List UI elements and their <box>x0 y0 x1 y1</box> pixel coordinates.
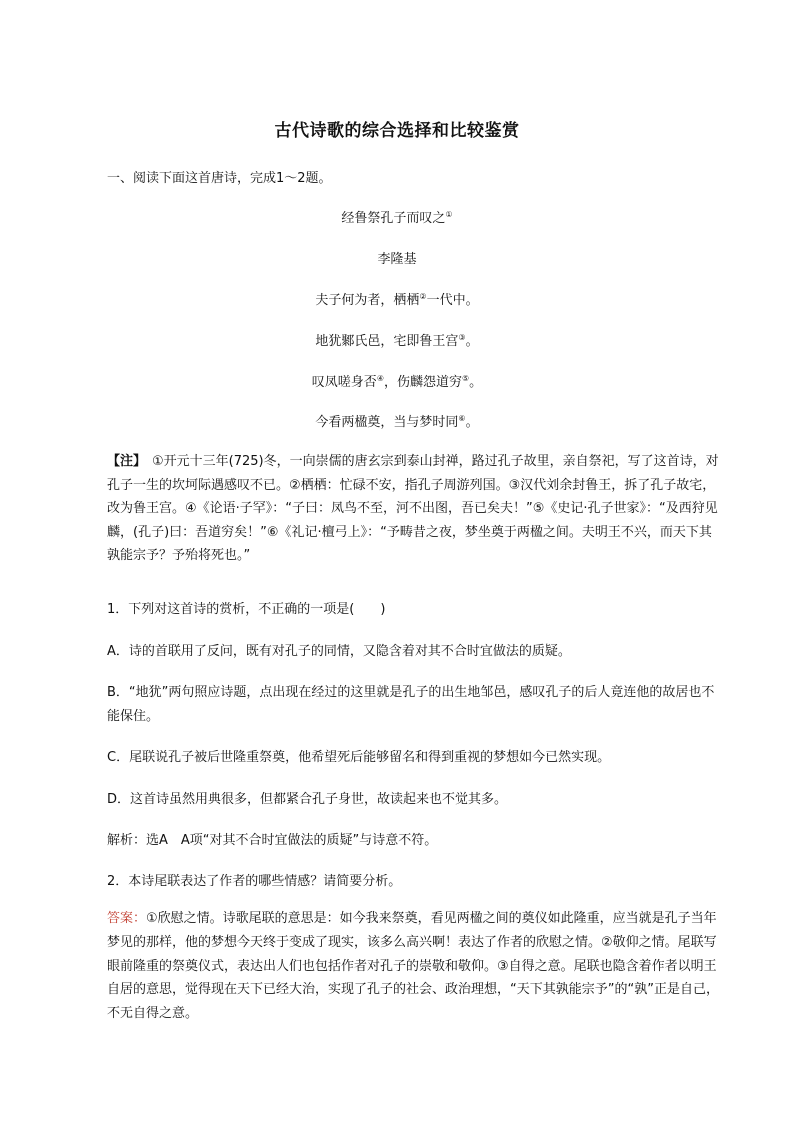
page-title: 古代诗歌的综合选择和比较鉴赏 <box>274 121 520 141</box>
poem-text: 地犹鄹氏邑，宅即鲁王宫 <box>315 334 459 349</box>
poem-line-2 <box>0 330 794 349</box>
question-1-stem: 1．下列对这首诗的赏析，不正确的一项是( ) <box>107 602 386 617</box>
poem-title-text: 经鲁祭孔子而叹之 <box>341 211 446 226</box>
question-2-stem: 2．本诗尾联表达了作者的哪些情感？请简要分析。 <box>107 874 402 889</box>
poem-line-4 <box>0 411 794 430</box>
poem-text: 一代中。 <box>426 293 479 308</box>
poem-title <box>0 207 794 226</box>
section-heading: 一、阅读下面这首唐诗，完成1～2题。 <box>107 171 332 186</box>
notes-label: 【注】 <box>107 454 147 469</box>
footnote-mark: ② <box>419 292 427 301</box>
notes-text: ①开元十三年(725)冬，一向崇儒的唐玄宗到泰山封禅，路过孔子故里，亲自祭祀，写了这首诗，对孔子一生的坎坷际遇感叹不已。②栖栖：忙碌不安，指孔子周游列国。③汉代刘余封鲁王，拆了孔子故宅，改为鲁王宫。④《论语·子罕》：“子曰：凤鸟不至，河不出图，吾已矣夫！”⑤《史记·孔子世家》：“及西狩见麟，(孔子)曰：吾道穷矣！”⑥《礼记·檀弓上》：“予畴昔之夜，梦坐奠于两楹之间。夫明王不兴，而天下其孰能宗予？予殆将死也。” <box>107 454 719 563</box>
question-1-option-b: B．“地犹”两句照应诗题，点出现在经过的这里就是孔子的出生地邹邑，感叹孔子的后人竟连他的故居也不能保住。 <box>107 685 715 724</box>
footnote-mark: ⑤ <box>462 374 470 383</box>
poem-notes <box>107 450 722 568</box>
poem-line-1 <box>0 289 794 308</box>
poem-line-3 <box>0 371 794 390</box>
poem-text: 。 <box>465 415 479 430</box>
footnote-mark: ④ <box>376 374 384 383</box>
answer-label: 答案： <box>107 911 147 926</box>
question-2-answer <box>107 907 722 1026</box>
poem-text: 。 <box>469 375 483 390</box>
footnote-mark: ① <box>445 210 453 219</box>
question-1-option-c: C．尾联说孔子被后世隆重祭奠，他希望死后能够留名和得到重视的梦想如今已然实现。 <box>107 750 611 765</box>
poem-text: ，伤麟怨道穷 <box>383 375 462 390</box>
question-1-analysis: 解析：选A A项“对其不合时宜做法的质疑”与诗意不符。 <box>107 833 438 848</box>
poem-text: 今看两楹奠，当与梦时同 <box>315 415 459 430</box>
question-1-option-d: D．这首诗虽然用典很多，但都紧合孔子身世，故读起来也不觉其多。 <box>107 792 508 807</box>
footnote-mark: ⑥ <box>458 414 466 423</box>
poem-text: 夫子何为者，栖栖 <box>315 293 420 308</box>
footnote-mark: ③ <box>458 333 466 342</box>
poem-author: 李隆基 <box>377 252 417 267</box>
question-1-option-a: A．诗的首联用了反问，既有对孔子的同情，又隐含着对其不合时宜做法的质疑。 <box>107 644 571 659</box>
poem-text: 叹凤嗟身否 <box>311 375 377 390</box>
answer-text: ①欣慰之情。诗歌尾联的意思是：如今我来祭奠，看见两楹之间的奠仪如此隆重，应当就是孔子当年梦见的那样，他的梦想今天终于变成了现实，该多么高兴啊！表达了作者的欣慰之情。②敬仰之情。尾联写眼前隆重的祭奠仪式，表达出人们也包括作者对孔子的崇敬和敬仰。③自得之意。尾联也隐含着作者以明王自居的意思，觉得现在天下已经大治，实现了孔子的社会、政治理想，“天下其孰能宗予”的“孰”正是自己，不无自得之意。 <box>107 911 719 1022</box>
poem-text: 。 <box>465 334 479 349</box>
